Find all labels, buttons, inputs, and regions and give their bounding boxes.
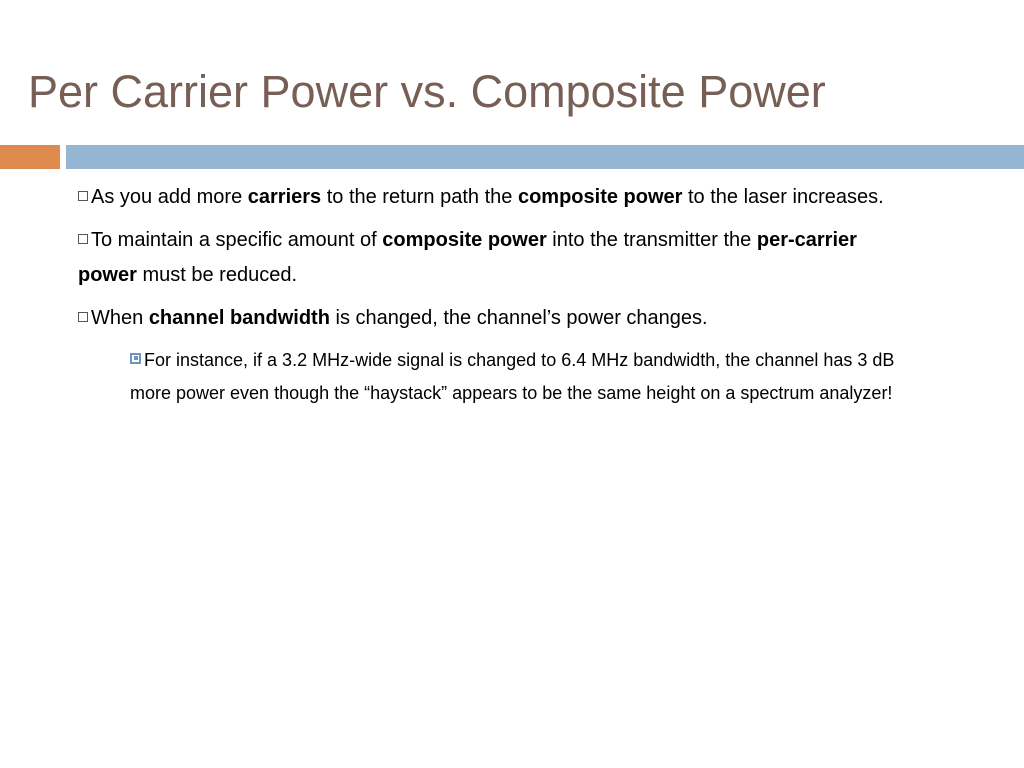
bullet-text: As you add more (91, 186, 248, 208)
sub-bullet-text: For instance, if a 3.2 MHz-wide signal is changed to 6.4 MHz bandwidth, the channel has 3 dB more power even though the “haystack” appears to be the same height on a spectrum analyzer! (130, 350, 895, 403)
slide-body (78, 180, 898, 410)
bullet-bold-text: composite power (517, 186, 683, 208)
filled-square-bullet-icon (130, 353, 141, 364)
bullet-text: must be reduced. (136, 264, 297, 286)
bullet-text: to the return path the (321, 186, 518, 208)
bullet-text: to the laser increases. (682, 186, 884, 208)
bullet-text: into the transmitter the (546, 229, 757, 251)
square-bullet-icon (78, 312, 88, 322)
bullet-bold-text: per-carrier power (78, 229, 857, 286)
bullet-bold-text: channel bandwidth (148, 307, 330, 329)
bullet-bold-text: carriers (247, 186, 322, 208)
slide-title: Per Carrier Power vs. Composite Power (28, 66, 826, 117)
sub-bullet-example (130, 344, 898, 410)
bullet-channel-bandwidth (78, 301, 898, 336)
bullet-bold-text: composite power (382, 229, 547, 251)
square-bullet-icon (78, 234, 88, 244)
bullet-carriers (78, 180, 898, 215)
bullet-composite-power (78, 223, 898, 293)
bullet-text: is changed, the channel’s power changes. (329, 307, 708, 329)
square-bullet-icon (78, 191, 88, 201)
bullet-text: When (91, 307, 149, 329)
accent-bar-blue (66, 145, 1024, 169)
accent-bar-orange (0, 145, 60, 169)
bullet-text: To maintain a specific amount of (91, 229, 383, 251)
